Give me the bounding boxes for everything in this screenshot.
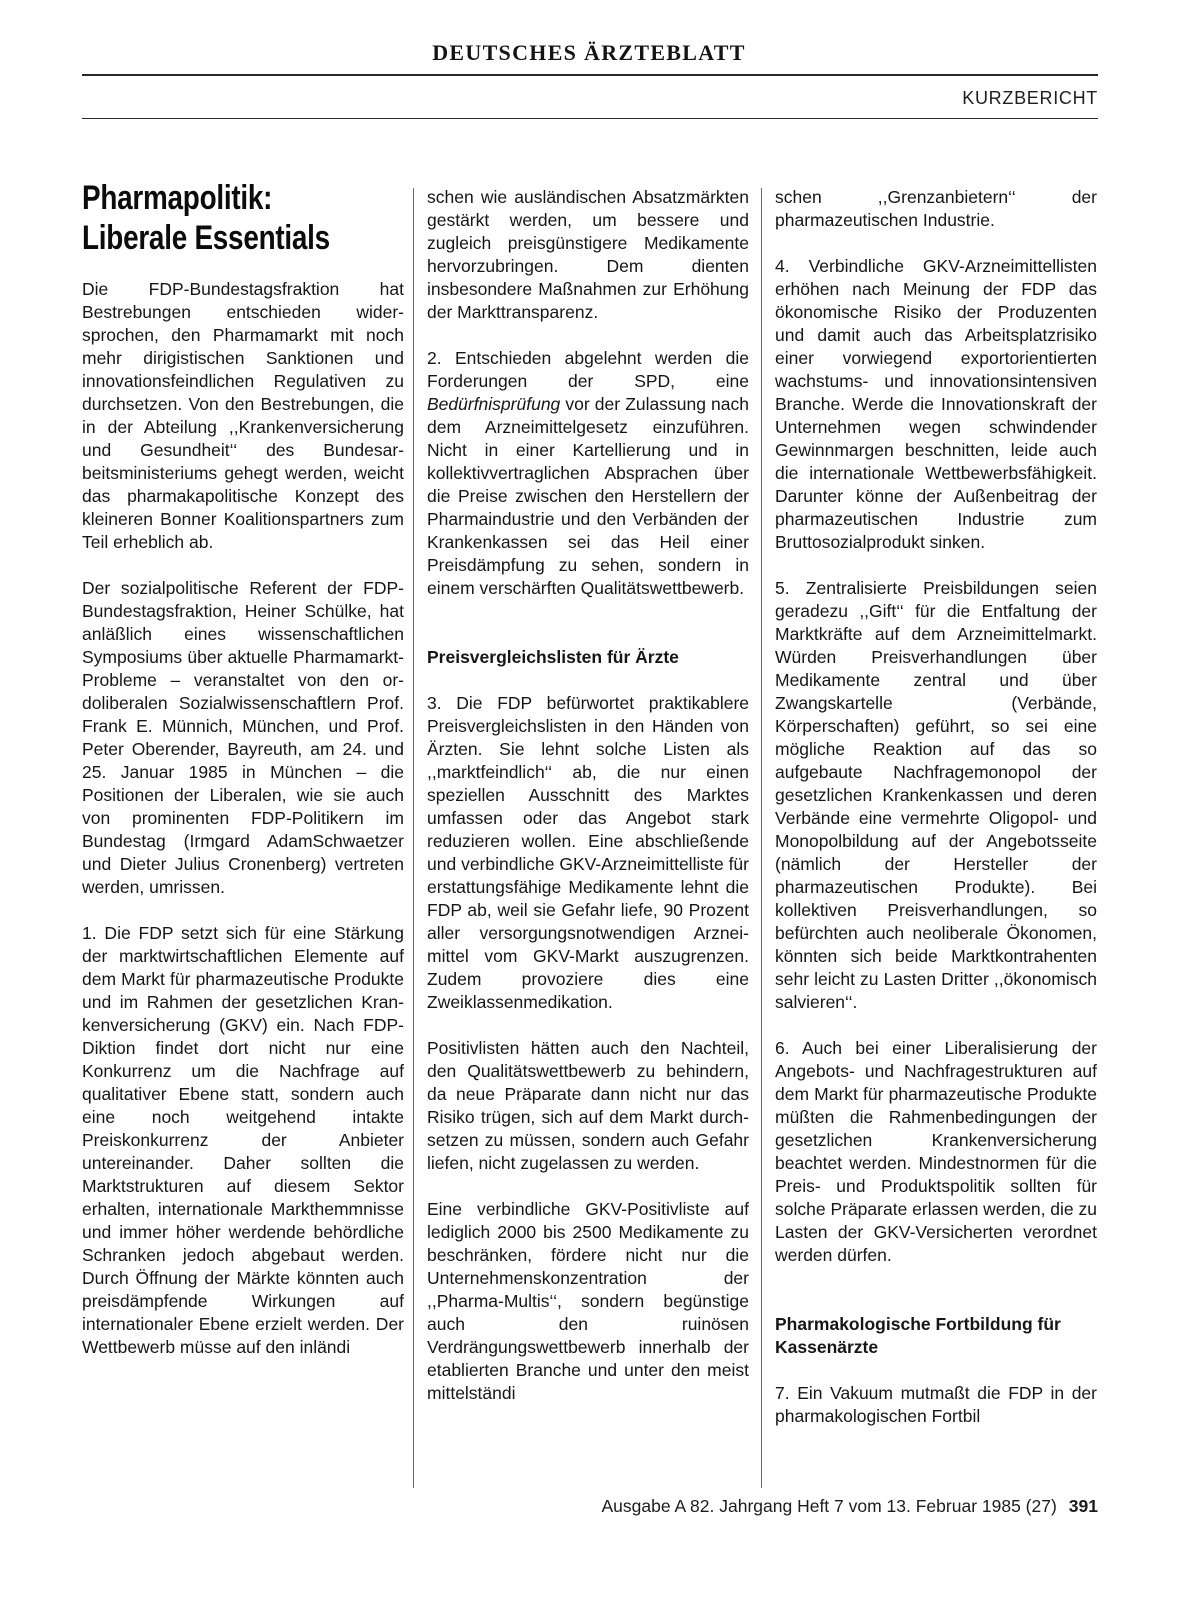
issue-info: Ausgabe A 82. Jahrgang Heft 7 vom 13. Februar 1985 (27) — [601, 1496, 1057, 1516]
section-label: KURZBERICHT — [962, 88, 1098, 108]
paragraph: 1. Die FDP setzt sich für eine Stärkung der marktwirtschaftlichen Elemente auf dem Markt für pharmazeutische Produkte und im Rahmen der gesetzlichen Krankenversicherung (GKV) ein. Nach FDP-Diktion findet dort nicht nur eine Konkurrenz um die Nachfrage auf qualitativer Ebene statt, sondern auch eine noch weitgehend intakte Preiskonkurrenz der Anbieter untereinander. Daher sollten die Marktstrukturen auf diesem Sektor erhalten, internationale Markthemmnisse und immer höher werdende behördliche Schranken jedoch abgebaut werden. Durch Öffnung der Märkte könnten auch preisdämpfende Wirkungen auf internationaler Ebene erzielt werden. Der Wettbewerb müsse auf den inländi — [82, 923, 404, 1357]
paragraph: 3. Die FDP befürwortet praktikablere Preisvergleichslisten in den Händen von Ärzten. Sie lehnt solche Listen als ,,marktfeindlich‘‘ ab, die nur einen speziellen Ausschnitt des Marktes umfassen oder das Angebot stark reduzieren wollen. Eine abschließende und verbindliche GKV-Arzneimittelliste für erstattungsfähige Medikamente lehnt die FDP ab, weil sie Gefahr liefe, 90 Prozent aller versorgungsnotwendigen Arzneimittel vom GKV-Markt auszugrenzen. Zudem provoziere dies eine Zweiklassenmedikation. — [427, 693, 749, 1012]
section-subheading: Preisvergleichslisten für Ärzte — [427, 647, 679, 667]
paragraph-text: 2. Entschieden abgelehnt werden die Forderungen der SPD, eine — [427, 348, 749, 391]
masthead-rule-bottom — [82, 118, 1098, 119]
column-divider — [761, 188, 762, 1488]
paragraph: 6. Auch bei einer Liberalisierung der Angebots- und Nachfragestrukturen auf dem Markt für pharmazeutische Produkte müßten die Rahmenbedingungen der gesetzlichen Krankenversicherung beachtet werden. Mindestnormen für die Preis- und Produktspolitik sollten für solche Präparate erlassen werden, die zu Lasten der GKV-Versicherten verordnet werden dürfen. — [775, 1038, 1097, 1265]
headline-line-2: Liberale Essentials — [82, 219, 330, 257]
paragraph: 4. Verbindliche GKV-Arzneimittellisten erhöhen nach Meinung der FDP das ökonomische Risiko der Produzenten und damit auch das Arbeitsplatzrisiko einer vorwiegend exportorientierten wachstums- und innovationsintensiven Branche. Werde die Innovationskraft der Unternehmen wegen schwindender Gewinnmargen beschnitten, leide auch die internationale Wettbewerbsfähigkeit. Darunter könne der Außenbeitrag der pharmazeutischen Industrie zum Bruttosozialprodukt sinken. — [775, 256, 1097, 552]
page-number: 391 — [1068, 1496, 1098, 1516]
masthead-title: DEUTSCHES ÄRZTEBLATT — [432, 40, 746, 65]
article-headline — [82, 178, 394, 258]
article-column-3 — [775, 186, 1097, 1428]
paragraph — [427, 347, 749, 600]
paragraph: Die FDP-Bundestagsfraktion hat Bestrebungen entschieden widersprochen, den Pharmamarkt mit noch mehr dirigistischen Sanktionen und innovationsfeindlichen Regulativen zu durchsetzen. Von den Bestrebungen, die in der Abteilung ,,Krankenversicherung und Gesundheit‘‘ des Bundesarbeitsministeriums gehegt werden, weicht das pharmakapolitische Konzept des kleineren Bonner Koalitionspartners zum Teil erheblich ab. — [82, 279, 404, 552]
paragraph: schen ,,Grenzanbietern‘‘ der pharmazeutischen Industrie. — [775, 187, 1097, 230]
paragraph: 5. Zentralisierte Preisbildungen seien geradezu ,,Gift‘‘ für die Entfaltung der Marktkräfte auf dem Arzneimittelmarkt. Würden Preisverhandlungen über Medikamente zentral und über Zwangskartelle (Verbände, Körperschaften) geführt, so sei eine mögliche Reaktion auf das so aufgebaute Nachfragemonopol der gesetzlichen Krankenkassen und deren Verbände eine vermehrte Oligopol- und Monopolbildung auf der Angebotsseite (nämlich der Hersteller der pharmazeutischen Produkte). Bei kollektiven Preisverhandlungen, so befürchten auch neoliberale Ökonomen, könnten sich beide Marktkontrahenten sehr leicht zu Lasten Dritter ,,ökonomisch salvieren‘‘. — [775, 578, 1097, 1012]
article-column-2 — [427, 186, 749, 1405]
page-footer — [602, 1496, 1099, 1517]
headline-line-1: Pharmapolitik: — [82, 179, 273, 217]
paragraph: 7. Ein Vakuum mutmaßt die FDP in der pharmakologischen Fortbil — [775, 1383, 1097, 1426]
column-divider — [413, 188, 414, 1488]
paragraph: Positivlisten hätten auch den Nachteil, den Qualitätswettbewerb zu behindern, da neue Präparate dann nicht nur das Risiko trügen, sich auf dem Markt durchsetzen zu müssen, sondern auch Gefahr liefen, nicht zugelassen zu werden. — [427, 1038, 749, 1173]
paragraph: Der sozialpolitische Referent der FDP-Bundestagsfraktion, Heiner Schülke, hat anläßlich eines wissenschaftlichen Symposiums über aktuelle Pharmamarkt-Probleme – veranstaltet von den ordoliberalen Sozialwissenschaftlern Prof. Frank E. Münnich, München, und Prof. Peter Oberender, Bayreuth, am 24. und 25. Januar 1985 in München – die Positionen der Liberalen, wie sie auch von prominenten FDP-Politikern im Bundestag (Irmgard AdamSchwaetzer und Dieter Julius Cronenberg) vertreten werden, umrissen. — [82, 578, 404, 897]
article-column-1 — [82, 178, 404, 1359]
emphasis-text: Bedürfnisprüfung — [427, 394, 561, 414]
paragraph: Eine verbindliche GKV-Positivliste auf lediglich 2000 bis 2500 Medikamente zu beschränken, fördere nicht nur die Unternehmenskonzentration der ,,Pharma-Multis‘‘, sondern begünstige auch den ruinösen Verdrängungswettbewerb innerhalb der etablierten Branche und unter den meist mittelständi — [427, 1199, 749, 1403]
paragraph: schen wie ausländischen Absatzmärkten gestärkt werden, um bessere und zugleich preisgünstigere Medikamente hervorzubringen. Dem dienten insbesondere Maßnahmen zur Erhöhung der Markttransparenz. — [427, 187, 749, 322]
masthead-rule-top — [82, 74, 1098, 76]
section-subheading: Pharmakologische Fortbildung für Kassenärzte — [775, 1314, 1061, 1357]
paragraph-text: vor der Zulassung nach dem Arzneimittelgesetz einzuführen. Nicht in einer Kartellierung und in kollektivvertraglichen Absprachen über die Preise zwischen den Herstellern der Pharmaindustrie und den Verbänden der Krankenkassen sei das Heil einer Preisdämpfung zu sehen, sondern in einem verschärften Qualitätswettbewerb. — [427, 394, 749, 598]
